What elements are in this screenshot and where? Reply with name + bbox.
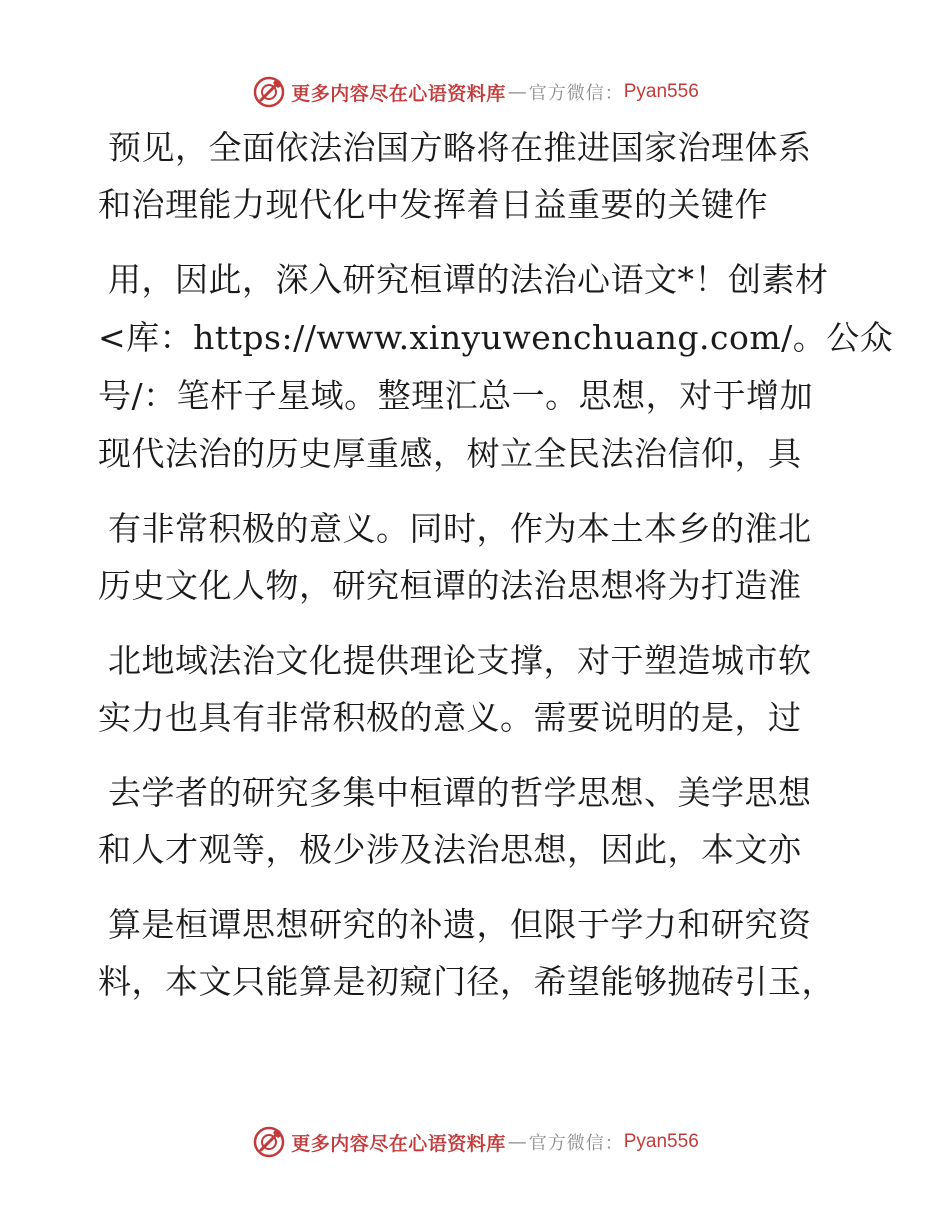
banner-title: 更多内容尽在心语资料库 — [291, 1132, 506, 1155]
text-line-4: <库：https://www.xinyuwenchuang.com/。公众 — [98, 318, 894, 357]
wechat-label: 官方微信： — [528, 1133, 624, 1154]
text-line-12: 和人才观等，极少涉及法治思想，因此，本文亦 — [98, 830, 802, 869]
text-line-1: 预见，全面依法治国方略将在推进国家治理体系 — [108, 128, 812, 167]
wechat-label: 官方微信： — [528, 83, 624, 104]
text-line-6: 现代法治的历史厚重感，树立全民法治信仰，具 — [98, 434, 802, 473]
text-line-10: 实力也具有非常积极的意义。需要说明的是，过 — [98, 698, 802, 737]
wechat-id: Pyan556 — [623, 81, 699, 102]
text-line-3: 用，因此，深入研究桓谭的法治心语文*！创素材 — [108, 260, 829, 299]
text-line-7: 有非常积极的意义。同时，作为本土本乡的淮北 — [108, 509, 812, 548]
banner-title: 更多内容尽在心语资料库 — [291, 82, 506, 105]
text-line-8: 历史文化人物，研究桓谭的法治思想将为打造淮 — [98, 566, 802, 605]
banner-separator: — — [507, 81, 527, 103]
text-line-9: 北地域法治文化提供理论支撑，对于塑造城市软 — [108, 641, 812, 680]
brand-logo-icon — [251, 1124, 287, 1160]
text-line-5: 号/：笔杆子星域。整理汇总一。思想，对于增加 — [98, 376, 814, 415]
text-line-13: 算是桓谭思想研究的补遗，但限于学力和研究资 — [108, 905, 812, 944]
text-line-14: 料，本文只能算是初窥门径，希望能够抛砖引玉， — [98, 962, 835, 1001]
wechat-id: Pyan556 — [623, 1131, 699, 1152]
banner-separator: — — [507, 1131, 527, 1153]
footer-banner — [0, 1122, 950, 1162]
text-line-11: 去学者的研究多集中桓谭的哲学思想、美学思想 — [108, 773, 812, 812]
text-line-2: 和治理能力现代化中发挥着日益重要的关键作 — [98, 185, 768, 224]
